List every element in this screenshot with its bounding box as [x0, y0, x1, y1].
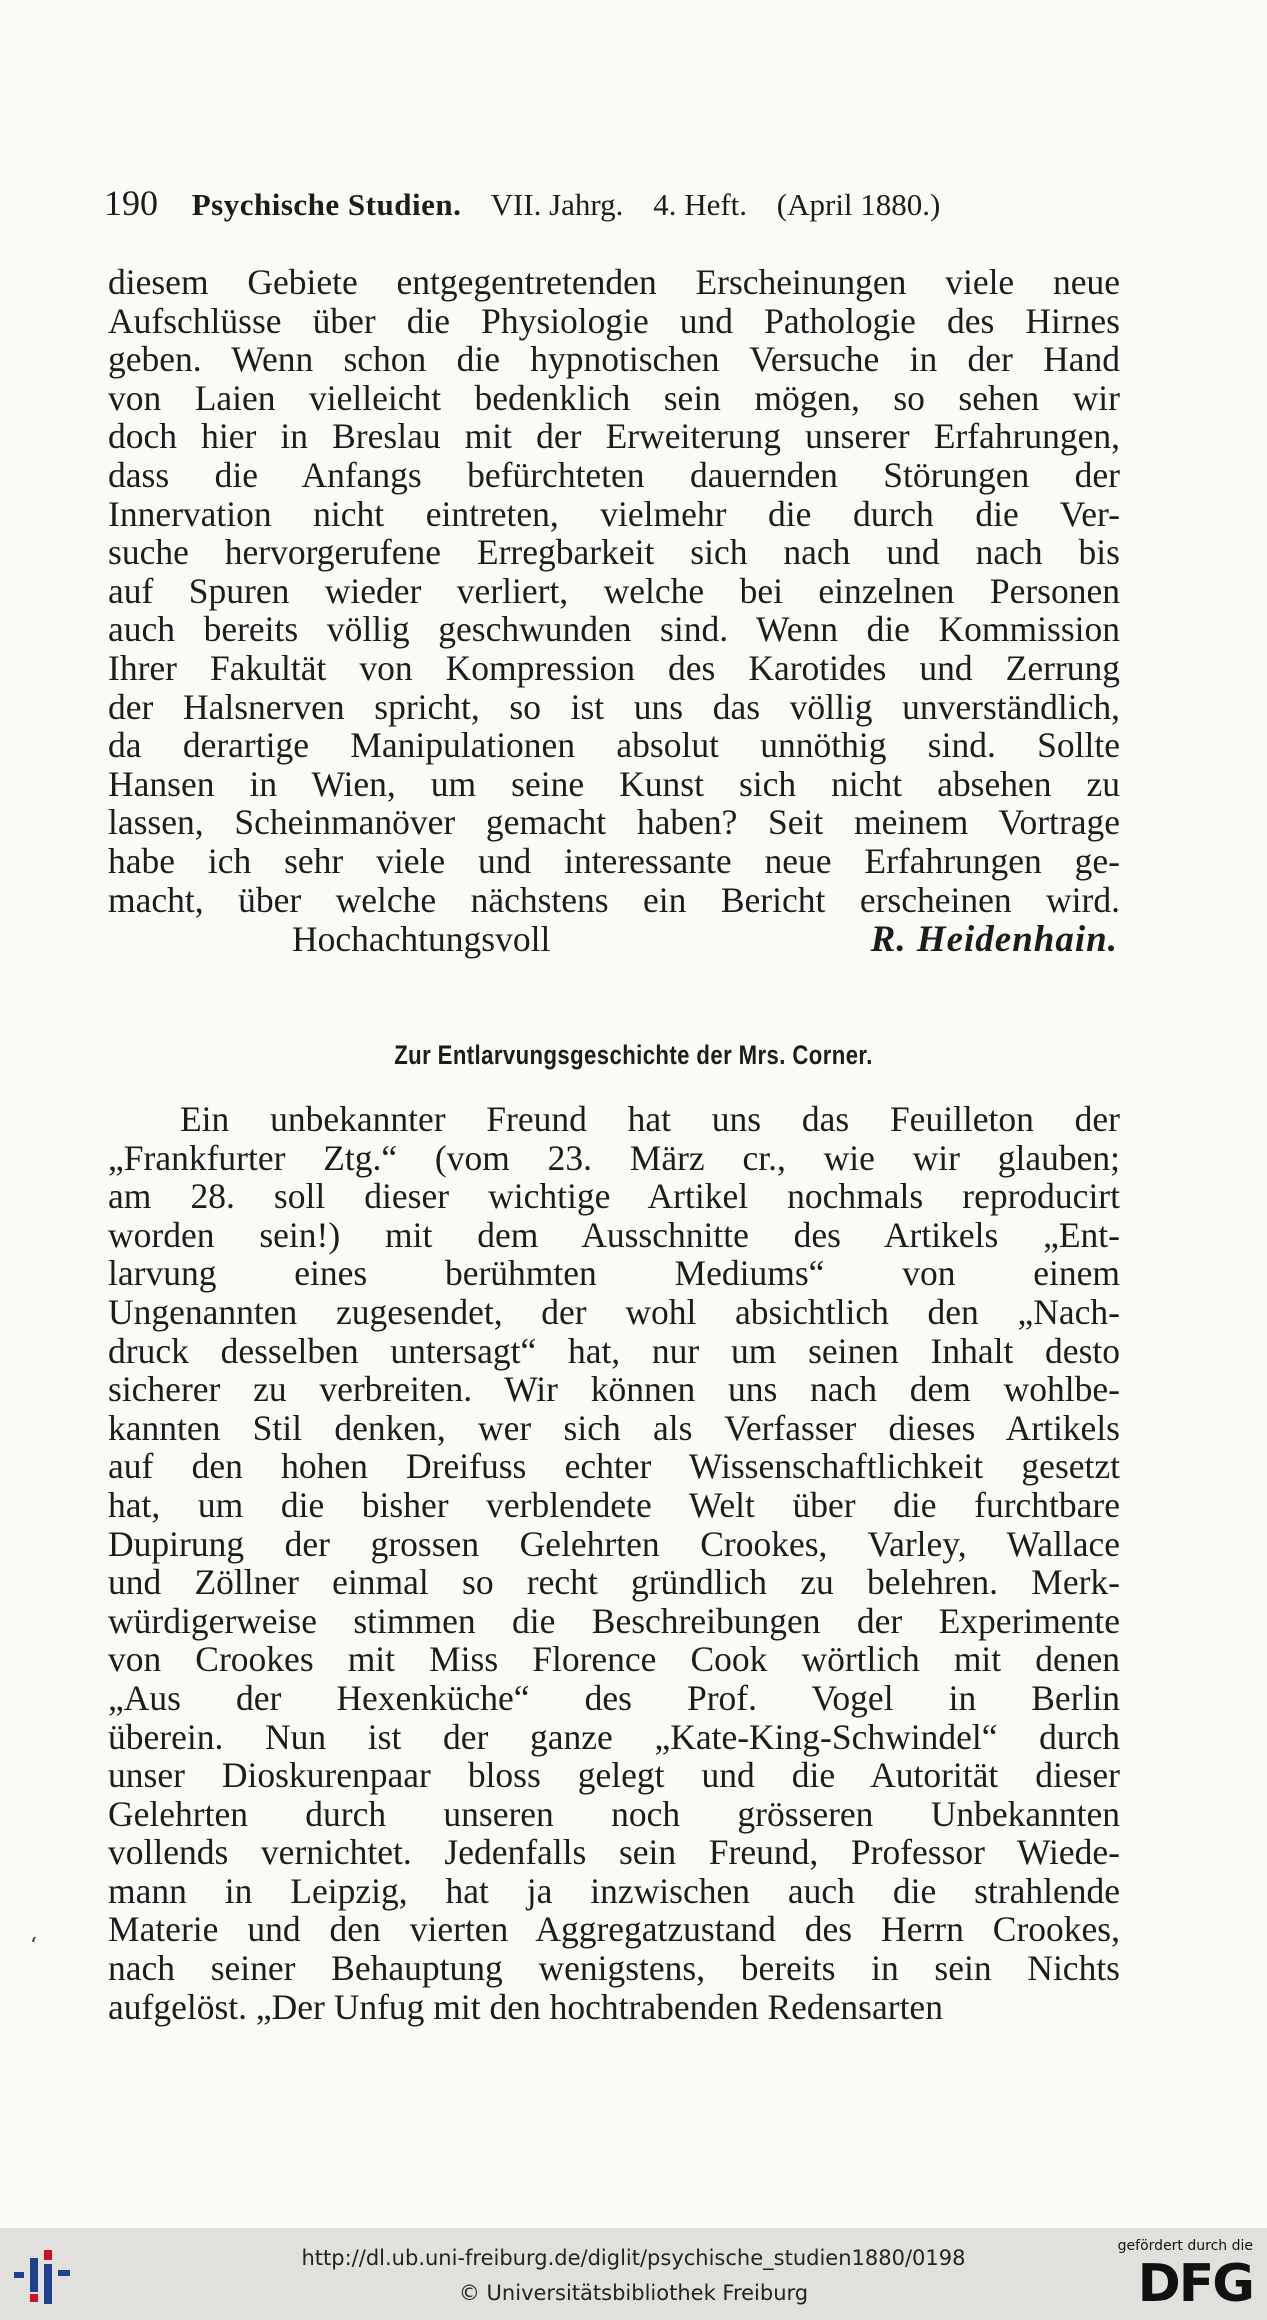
text-line: lassen, Scheinmanöver gemacht haben? Seit meinem Vortrage: [108, 802, 1120, 843]
text-line: nach seiner Behauptung wenigstens, bereits in sein Nichts: [108, 1948, 1120, 1989]
text-line: am 28. soll dieser wichtige Artikel nochmals reproducirt: [108, 1176, 1120, 1217]
issue: 4. Heft.: [653, 187, 748, 222]
copyright-notice: © Universitätsbibliothek Freiburg: [458, 2281, 809, 2305]
source-url-link[interactable]: http://dl.ub.uni-freiburg.de/diglit/psychische_studien1880/0198: [301, 2246, 966, 2270]
running-header: [104, 182, 1034, 224]
text-line: und Zöllner einmal so recht gründlich zu belehren. Merk-: [108, 1562, 1120, 1603]
journal-title: Psychische Studien.: [191, 187, 462, 222]
article-title: Zur Entlarvungsgeschichte der Mrs. Corner.: [394, 1040, 873, 1070]
stray-mark: ‘: [30, 1934, 37, 1959]
text-line: kannten Stil denken, wer sich als Verfasser dieses Artikels: [108, 1407, 1120, 1448]
letter-text: [108, 263, 1120, 919]
text-line: auch bereits völlig geschwunden sind. Wenn die Kommission: [108, 609, 1120, 650]
text-line: überein. Nun ist der ganze „Kate-King-Schwindel“ durch: [108, 1716, 1120, 1757]
text-line: Gelehrten durch unseren noch grösseren Unbekannten: [108, 1793, 1120, 1834]
text-line: Ihrer Fakultät von Kompression des Karotides und Zerrung: [108, 647, 1120, 688]
text-line: mann in Leipzig, hat ja inzwischen auch die strahlende: [108, 1870, 1120, 1911]
dfg-logo: DFG: [1137, 2254, 1253, 2314]
text-line: „Aus der Hexenküche“ des Prof. Vogel in Berlin: [108, 1677, 1120, 1718]
text-line: von Crookes mit Miss Florence Cook wörtlich mit denen: [108, 1639, 1120, 1680]
text-line: dass die Anfangs befürchteten dauernden Störungen der: [108, 454, 1120, 495]
viewer-footer: [0, 2228, 1267, 2320]
text-line: Ein unbekannter Freund hat uns das Feuilleton der: [180, 1099, 1120, 1139]
page-number: 190: [104, 183, 158, 223]
text-line: unser Dioskurenpaar bloss gelegt und die Autorität dieser: [108, 1755, 1120, 1796]
text-line: Dupirung der grossen Gelehrten Crookes, Varley, Wallace: [108, 1523, 1120, 1564]
text-line: geben. Wenn schon die hypnotischen Versuche in der Hand: [108, 339, 1120, 380]
text-line: larvung eines berühmten Mediums“ von einem: [108, 1253, 1120, 1294]
text-line: doch hier in Breslau mit der Erweiterung unserer Erfahrungen,: [108, 416, 1120, 457]
closing-greeting: Hochachtungsvoll: [292, 919, 551, 959]
funding-note: gefördert durch die: [1117, 2238, 1253, 2254]
text-line: suche hervorgerufene Erregbarkeit sich nach und nach bis: [108, 532, 1120, 573]
text-line: da derartige Manipulationen absolut unnöthig sind. Sollte: [108, 725, 1120, 766]
text-line: Ungenannten zugesendet, der wohl absichtlich den „Nach-: [108, 1291, 1120, 1332]
text-line: von Laien vielleicht bedenklich sein mögen, so sehen wir: [108, 377, 1120, 418]
text-line: sicherer zu verbreiten. Wir können uns nach dem wohlbe-: [108, 1369, 1120, 1410]
text-line: hat, um die bisher verblendete Welt über die furchtbare: [108, 1484, 1120, 1525]
text-line: „Frankfurter Ztg.“ (vom 23. März cr., wie wir glauben;: [108, 1137, 1120, 1178]
text-line: macht, über welche nächstens ein Bericht erscheinen wird.: [108, 879, 1120, 920]
volume: VII. Jahrg.: [490, 187, 624, 222]
text-line: habe ich sehr viele und interessante neue Erfahrungen ge-: [108, 840, 1120, 881]
text-line: worden sein!) mit dem Ausschnitte des Artikels „Ent-: [108, 1214, 1120, 1255]
text-line: würdigerweise stimmen die Beschreibungen der Experimente: [108, 1600, 1120, 1641]
text-line: Aufschlüsse über die Physiologie und Pathologie des Hirnes: [108, 300, 1120, 341]
text-line: vollends vernichtet. Jedenfalls sein Freund, Professor Wiede-: [108, 1832, 1120, 1873]
text-line: diesem Gebiete entgegentretenden Erscheinungen viele neue: [108, 262, 1120, 302]
text-line: Innervation nicht eintreten, vielmehr die durch die Ver-: [108, 493, 1120, 534]
text-line: der Halsnerven spricht, so ist uns das völlig unverständlich,: [108, 686, 1120, 727]
text-line: auf Spuren wieder verliert, welche bei einzelnen Personen: [108, 570, 1120, 611]
text-line: auf den hohen Dreifuss echter Wissenschaftlichkeit gesetzt: [108, 1446, 1120, 1487]
text-line: Materie und den vierten Aggregatzustand des Herrn Crookes,: [108, 1909, 1120, 1950]
signature: R. Heidenhain.: [870, 919, 1118, 960]
article-text: [108, 1100, 1120, 2026]
issue-date: (April 1880.): [776, 187, 941, 222]
text-line: druck desselben untersagt“ hat, nur um seinen Inhalt desto: [108, 1330, 1120, 1371]
text-line: aufgelöst. „Der Unfug mit den hochtrabenden Redensarten: [108, 1986, 943, 2027]
letter-signoff: [108, 918, 1120, 960]
text-line: Hansen in Wien, um seine Kunst sich nicht absehen zu: [108, 763, 1120, 804]
